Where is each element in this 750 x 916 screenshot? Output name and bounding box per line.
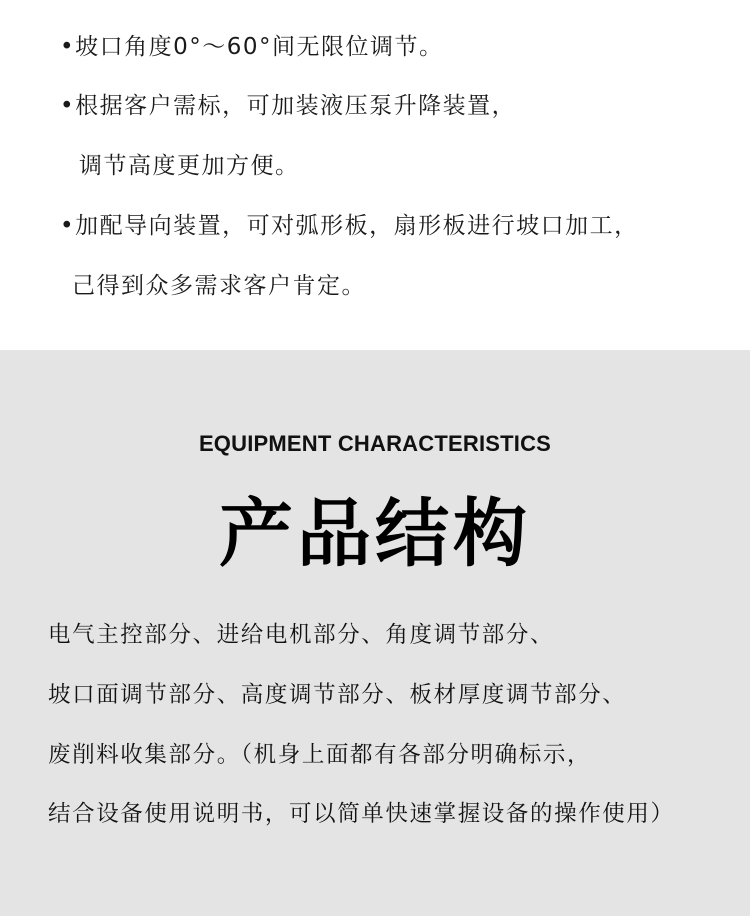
structure-line: 电气主控部分、进给电机部分、角度调节部分、 (48, 622, 555, 648)
structure-section (0, 350, 750, 916)
structure-line: 坡口面调节部分、高度调节部分、板材厚度调节部分、 (48, 682, 627, 708)
section-title: 产品结构 (219, 491, 531, 577)
structure-line: 废削料收集部分。（机身上面都有各部分明确标示， (48, 742, 592, 768)
structure-line: 结合设备使用说明书，可以简单快速掌握设备的操作使用） (48, 801, 675, 827)
features-section (0, 0, 750, 350)
feature-line-hydraulic-cont: 调节高度更加方便。 (79, 153, 300, 179)
feature-line-hydraulic: •根据客户需标，可加装液压泵升降装置， (60, 93, 517, 119)
feature-line-angle: •坡口角度0°～60°间无限位调节。 (60, 34, 444, 60)
feature-line-guide: •加配导向装置，可对弧形板，扇形板进行坡口加工， (60, 213, 639, 239)
feature-line-guide-cont: 己得到众多需求客户肯定。 (72, 273, 366, 299)
section-eyebrow: EQUIPMENT CHARACTERISTICS (198, 431, 552, 456)
